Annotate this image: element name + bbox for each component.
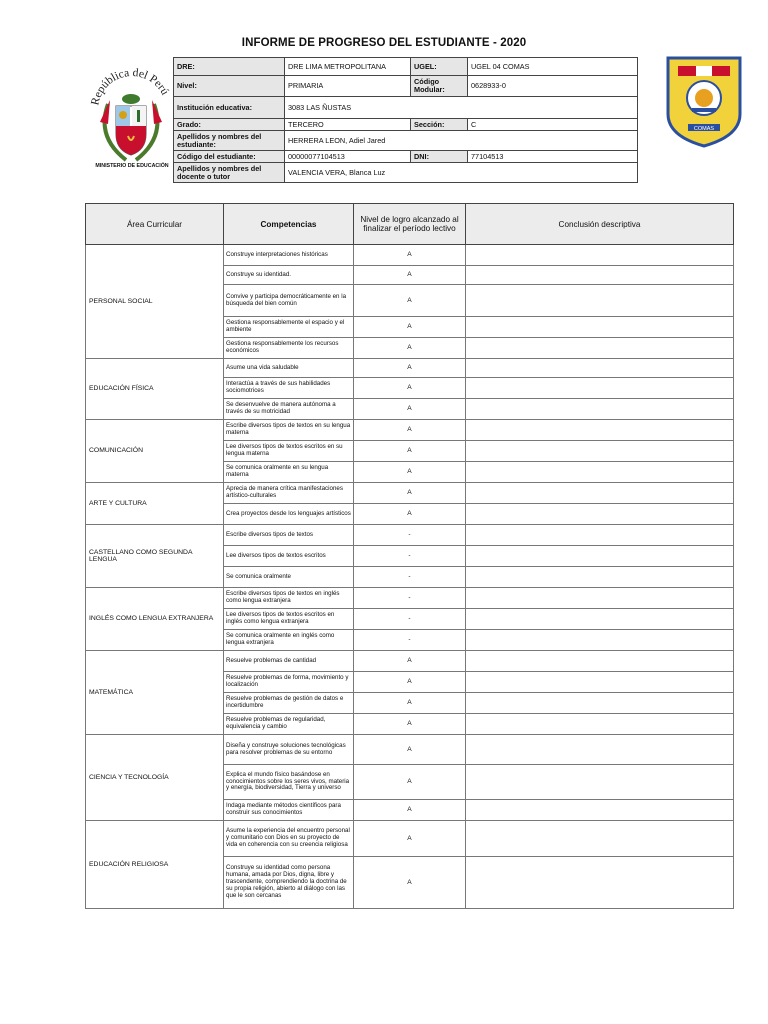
competencia-cell: Lee diversos tipos de textos escritos en inglés como lengua extranjera: [224, 609, 354, 630]
area-cell: MATEMÁTICA: [86, 651, 224, 735]
competencia-cell: Explica el mundo físico basándose en conocimientos sobre los seres vivos, materia y energía, biodiversidad, Tierra y universo: [224, 765, 354, 800]
nivel-logro-cell: A: [354, 285, 466, 317]
competencia-cell: Resuelve problemas de gestión de datos e incertidumbre: [224, 693, 354, 714]
area-cell: CIENCIA Y TECNOLOGÍA: [86, 735, 224, 821]
conclusion-cell: [466, 359, 734, 378]
conclusion-cell: [466, 525, 734, 546]
nivel-logro-cell: -: [354, 588, 466, 609]
codigo-estudiante-value: 00000077104513: [285, 151, 411, 163]
peru-coat-of-arms: [86, 52, 176, 174]
competencia-cell: Escribe diversos tipos de textos en inglés como lengua extranjera: [224, 588, 354, 609]
competencia-cell: Lee diversos tipos de textos escritos: [224, 546, 354, 567]
conclusion-cell: [466, 504, 734, 525]
competencia-cell: Resuelve problemas de cantidad: [224, 651, 354, 672]
conclusion-cell: [466, 567, 734, 588]
competencia-cell: Construye interpretaciones históricas: [224, 245, 354, 266]
nivel-logro-cell: A: [354, 821, 466, 857]
dni-value: 77104513: [468, 151, 638, 163]
seccion-label: Sección:: [411, 119, 468, 131]
conclusion-cell: [466, 338, 734, 359]
nivel-logro-cell: -: [354, 525, 466, 546]
table-row: [86, 821, 734, 857]
docente-value: VALENCIA VERA, Blanca Luz: [285, 163, 638, 183]
conclusion-cell: [466, 651, 734, 672]
competencia-cell: Diseña y construye soluciones tecnológicas para resolver problemas de su entorno: [224, 735, 354, 765]
ugel-value: UGEL 04 COMAS: [468, 58, 638, 76]
badge-label: COMAS: [693, 126, 715, 132]
header-competencias: Competencias: [224, 204, 354, 245]
dre-value: DRE LIMA METROPOLITANA: [285, 58, 411, 76]
nivel-logro-cell: A: [354, 359, 466, 378]
nivel-logro-cell: A: [354, 800, 466, 821]
nivel-logro-cell: A: [354, 693, 466, 714]
institucion-value: 3083 LAS ÑUSTAS: [285, 97, 638, 119]
nivel-logro-cell: A: [354, 765, 466, 800]
area-cell: CASTELLANO COMO SEGUNDA LENGUA: [86, 525, 224, 588]
nivel-label: Nivel:: [174, 76, 285, 97]
competencia-cell: Convive y participa democráticamente en la búsqueda del bien común: [224, 285, 354, 317]
nivel-logro-cell: A: [354, 317, 466, 338]
conclusion-cell: [466, 462, 734, 483]
competencia-cell: Indaga mediante métodos científicos para construir sus conocimientos: [224, 800, 354, 821]
coat-arc-text: República del Perú: [89, 66, 171, 107]
conclusion-cell: [466, 735, 734, 765]
conclusion-cell: [466, 609, 734, 630]
conclusion-cell: [466, 245, 734, 266]
competencia-cell: Resuelve problemas de forma, movimiento y localización: [224, 672, 354, 693]
nivel-logro-cell: A: [354, 338, 466, 359]
codigo-estudiante-label: Código del estudiante:: [174, 151, 285, 163]
conclusion-cell: [466, 317, 734, 338]
table-row: [86, 359, 734, 378]
nivel-logro-cell: A: [354, 651, 466, 672]
competencia-cell: Gestiona responsablemente el espacio y el ambiente: [224, 317, 354, 338]
table-row: [86, 525, 734, 546]
conclusion-cell: [466, 714, 734, 735]
nivel-logro-cell: A: [354, 378, 466, 399]
institucion-label: Institución educativa:: [174, 97, 285, 119]
conclusion-cell: [466, 630, 734, 651]
nivel-logro-cell: A: [354, 245, 466, 266]
competencia-cell: Asume una vida saludable: [224, 359, 354, 378]
conclusion-cell: [466, 857, 734, 909]
competencia-cell: Construye su identidad como persona humana, amada por Dios, digna, libre y trascendente, comprendiendo la doctrina de su propia religión, abierto al diálogo con las que le son cercanas: [224, 857, 354, 909]
area-cell: INGLÉS COMO LENGUA EXTRANJERA: [86, 588, 224, 651]
conclusion-cell: [466, 285, 734, 317]
competencia-cell: Interactúa a través de sus habilidades sociomotrices: [224, 378, 354, 399]
nivel-logro-cell: A: [354, 441, 466, 462]
estudiante-label: Apellidos y nombres del estudiante:: [174, 131, 285, 151]
nivel-logro-cell: A: [354, 672, 466, 693]
header-area: Área Curricular: [86, 204, 224, 245]
area-cell: PERSONAL SOCIAL: [86, 245, 224, 359]
nivel-logro-cell: -: [354, 609, 466, 630]
competencia-cell: Se comunica oralmente en inglés como lengua extranjera: [224, 630, 354, 651]
competencia-cell: Construye su identidad.: [224, 266, 354, 285]
dni-label: DNI:: [411, 151, 468, 163]
conclusion-cell: [466, 672, 734, 693]
nivel-logro-cell: -: [354, 546, 466, 567]
ugel-label: UGEL:: [411, 58, 468, 76]
competencia-cell: Asume la experiencia del encuentro personal y comunitario con Dios en su proyecto de vida en coherencia con su creencia religiosa: [224, 821, 354, 857]
area-cell: COMUNICACIÓN: [86, 420, 224, 483]
conclusion-cell: [466, 420, 734, 441]
nivel-logro-cell: A: [354, 857, 466, 909]
nivel-logro-cell: A: [354, 483, 466, 504]
competencia-cell: Aprecia de manera crítica manifestaciones artístico-culturales: [224, 483, 354, 504]
competencia-cell: Escribe diversos tipos de textos en su lengua materna: [224, 420, 354, 441]
table-row: [86, 420, 734, 441]
conclusion-cell: [466, 378, 734, 399]
conclusion-cell: [466, 483, 734, 504]
nivel-logro-cell: A: [354, 420, 466, 441]
header-nivel: Nivel de logro alcanzado al finalizar el período lectivo: [354, 204, 466, 245]
table-row: [86, 245, 734, 266]
conclusion-cell: [466, 546, 734, 567]
competencia-cell: Crea proyectos desde los lenguajes artísticos: [224, 504, 354, 525]
nivel-logro-cell: A: [354, 714, 466, 735]
report-title: INFORME DE PROGRESO DEL ESTUDIANTE - 2020: [241, 37, 527, 49]
conclusion-cell: [466, 821, 734, 857]
competencia-cell: Escribe diversos tipos de textos: [224, 525, 354, 546]
competencia-cell: Se desenvuelve de manera autónoma a través de su motricidad: [224, 399, 354, 420]
header-conclusion: Conclusión descriptiva: [466, 204, 734, 245]
nivel-value: PRIMARIA: [285, 76, 411, 97]
table-row: [86, 483, 734, 504]
codigo-modular-label: Código Modular:: [411, 76, 468, 97]
nivel-logro-cell: A: [354, 462, 466, 483]
nivel-logro-cell: A: [354, 735, 466, 765]
conclusion-cell: [466, 441, 734, 462]
nivel-logro-cell: -: [354, 630, 466, 651]
seccion-value: C: [468, 119, 638, 131]
area-cell: EDUCACIÓN RELIGIOSA: [86, 821, 224, 909]
nivel-logro-cell: A: [354, 266, 466, 285]
table-row: [86, 735, 734, 765]
nivel-logro-cell: A: [354, 399, 466, 420]
grades-body: [86, 245, 734, 909]
codigo-modular-value: 0628933-0: [468, 76, 638, 97]
nivel-logro-cell: A: [354, 504, 466, 525]
dre-label: DRE:: [174, 58, 285, 76]
conclusion-cell: [466, 693, 734, 714]
conclusion-cell: [466, 266, 734, 285]
grado-label: Grado:: [174, 119, 285, 131]
area-cell: ARTE Y CULTURA: [86, 483, 224, 525]
conclusion-cell: [466, 588, 734, 609]
table-row: [86, 651, 734, 672]
estudiante-value: HERRERA LEON, Adiel Jared: [285, 131, 638, 151]
competencia-cell: Se comunica oralmente en su lengua materna: [224, 462, 354, 483]
nivel-logro-cell: -: [354, 567, 466, 588]
competencia-cell: Resuelve problemas de regularidad, equivalencia y cambio: [224, 714, 354, 735]
area-cell: EDUCACIÓN FÍSICA: [86, 359, 224, 420]
table-row: [86, 588, 734, 609]
conclusion-cell: [466, 800, 734, 821]
student-info-table: [173, 57, 638, 183]
grades-table: [85, 203, 734, 909]
school-badge: [666, 56, 742, 148]
competencia-cell: Se comunica oralmente: [224, 567, 354, 588]
conclusion-cell: [466, 765, 734, 800]
grado-value: TERCERO: [285, 119, 411, 131]
docente-label: Apellidos y nombres del docente o tutor: [174, 163, 285, 183]
competencia-cell: Gestiona responsablemente los recursos económicos: [224, 338, 354, 359]
competencia-cell: Lee diversos tipos de textos escritos en su lengua materna: [224, 441, 354, 462]
ministry-label: MINISTERIO DE EDUCACIÓN: [95, 163, 169, 169]
conclusion-cell: [466, 399, 734, 420]
